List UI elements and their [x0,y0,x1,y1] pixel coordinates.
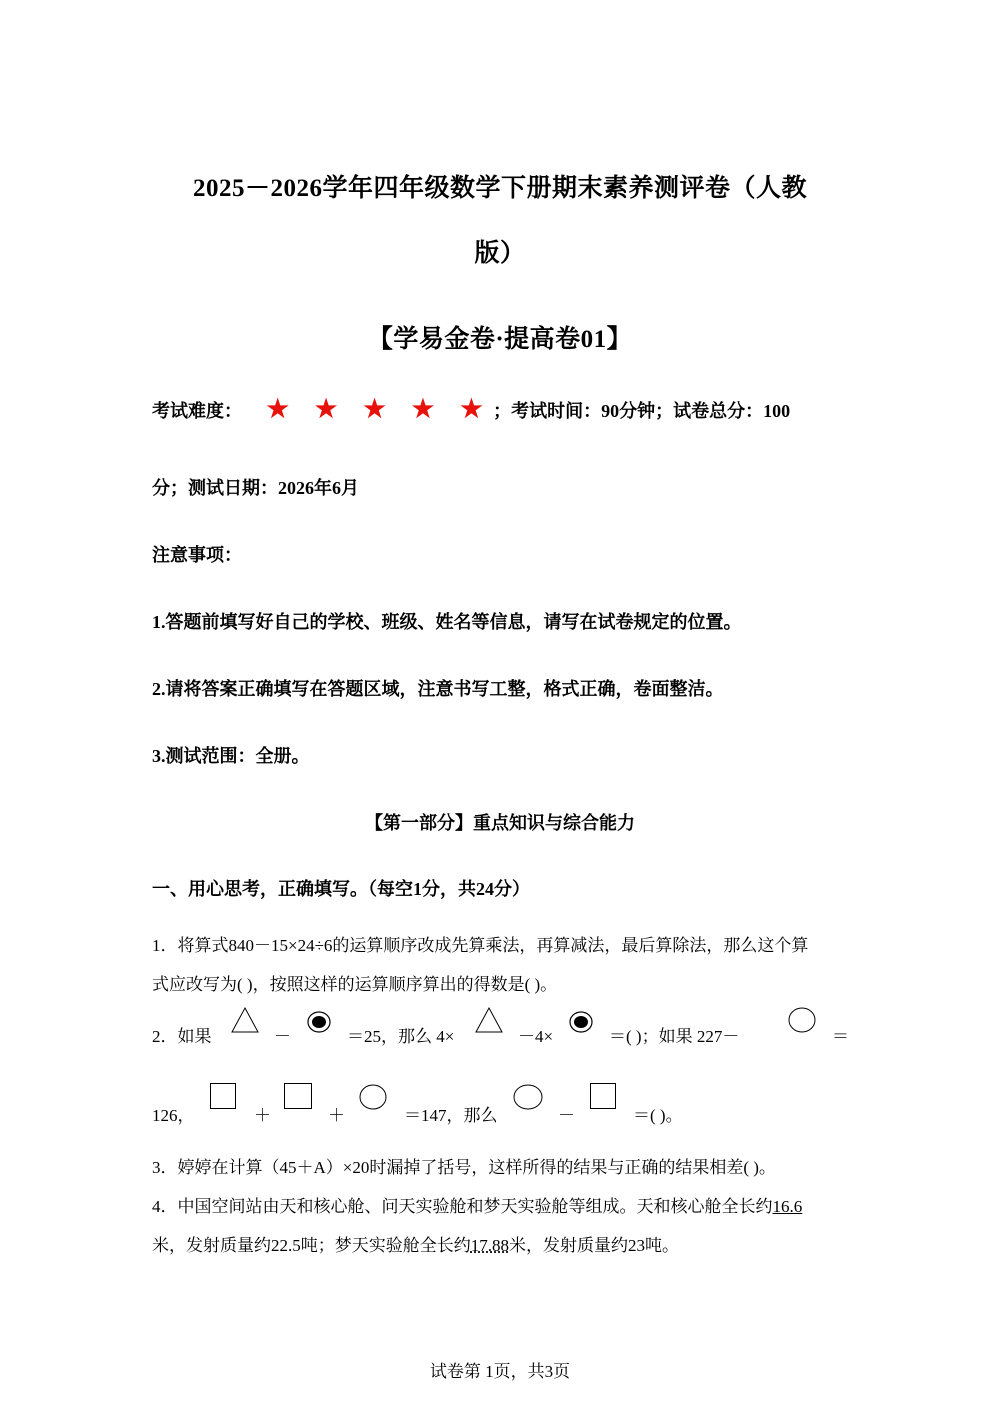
q2-minus-4x: －4× [518,1027,554,1046]
q2-eq147: ＝147，那么 [404,1106,498,1125]
triangle-icon [474,1006,504,1034]
notes-item-2: 2.请将答案正确填写在答题区域，注意书写工整，格式正确，卷面整洁。 [152,679,724,699]
question-1-line2: 式应改写为( )，按照这样的运算顺序算出的得数是( )。 [152,975,558,994]
q2-eq-blank-2: ＝( )。 [633,1106,683,1125]
filled-circle-icon [306,1010,332,1034]
q2-minus-2: － [558,1106,575,1125]
page-subtitle: 【学易金卷·提高卷01】 [367,326,633,353]
notes-heading: 注意事项： [152,545,242,565]
q4-text-a: 4．中国空间站由天和核心舱、问天实验舱和梦天实验舱等组成。天和核心舱全长约 [152,1197,773,1216]
question-3: 3．婷婷在计算（45＋A）×20时漏掉了括号，这样所得的结果与正确的结果相差( )。 [152,1158,776,1177]
exam-info-line2: 分；测试日期：2026年6月 [152,478,359,498]
star-icon: ★ [266,396,289,423]
page-title-line2: 版） [474,240,526,267]
triangle-icon [230,1006,260,1034]
star-icon: ★ [411,396,435,423]
q2-plus-1: ＋ [254,1106,271,1125]
q2-if: 2．如果 [152,1027,212,1046]
q2-minus-1: － [274,1027,291,1046]
q4-text-c: 米，发射质量约23吨。 [509,1236,679,1255]
square-icon [589,1082,617,1110]
question-4-line2 [152,1231,679,1256]
page-title-line1: 2025－2026学年四年级数学下册期末素养测评卷（人教 [192,175,807,202]
circle-icon [512,1083,544,1111]
page-footer: 试卷第 1页，共3页 [429,1362,571,1381]
notes-item-1: 1.答题前填写好自己的学校、班级、姓名等信息，请写在试卷规定的位置。 [152,612,742,632]
difficulty-label: 考试难度： [152,401,242,421]
filled-circle-icon [568,1010,594,1034]
q2-eq-end: ＝ [832,1027,849,1046]
section-heading: 一、用心思考，正确填写。（每空1分，共24分） [152,879,530,899]
exam-time-score: ；考试时间：90分钟；试卷总分：100 [493,401,791,421]
exam-info-line1 [152,394,790,424]
square-icon [209,1082,237,1110]
q4-text-b: 米，发射质量约22.5吨；梦天实验舱全长约 [152,1236,471,1255]
q4-length-tianhe: 16.6 [772,1197,803,1216]
star-icon: ★ [314,396,338,423]
notes-item-3: 3.测试范围：全册。 [152,746,310,766]
question-4-line1 [152,1192,802,1217]
circle-icon [358,1083,388,1111]
square-icon [283,1082,313,1110]
question-1-line1: 1．将算式840－15×24÷6的运算顺序改成先算乘法，再算减法，最后算除法，那么这个算 [152,936,809,955]
part-heading: 【第一部分】重点知识与综合能力 [365,813,635,833]
circle-icon [787,1006,817,1034]
star-icon: ★ [460,396,483,423]
q2-eq-blank-1: ＝( )；如果 227－ [609,1027,740,1046]
q2-eq25: ＝25，那么 4× [347,1027,455,1046]
star-icon: ★ [363,396,386,423]
q4-length-mengtian: 17.88 [470,1236,509,1255]
difficulty-stars [266,396,488,423]
q2-126: 126， [152,1106,195,1125]
q2-plus-2: ＋ [328,1106,345,1125]
